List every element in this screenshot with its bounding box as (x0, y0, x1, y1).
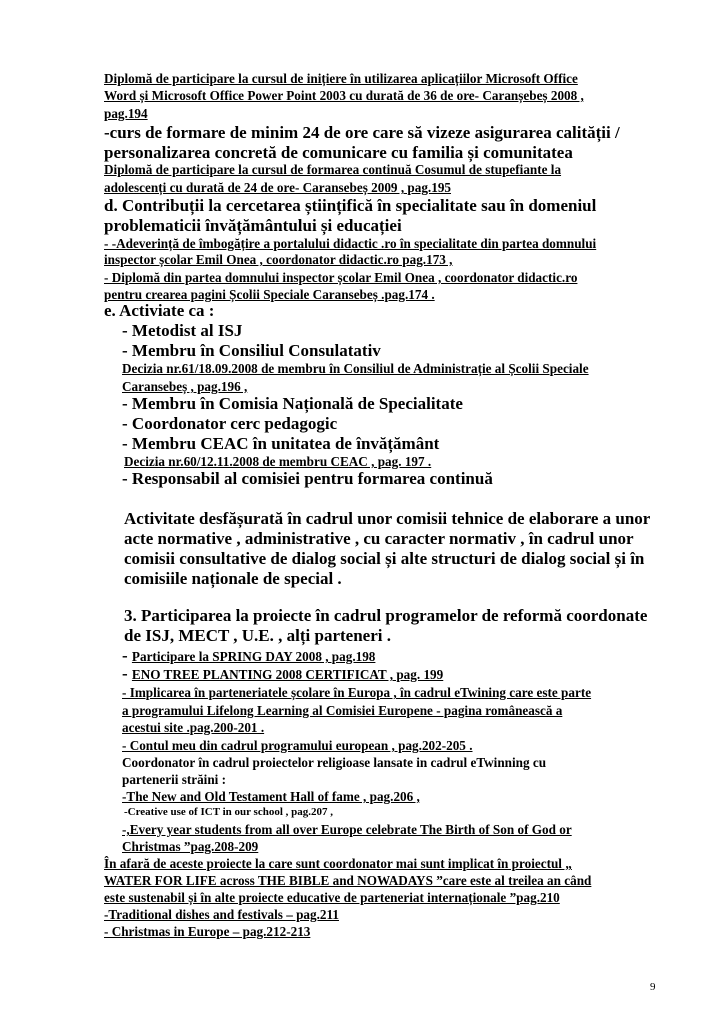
text-line: este sustenabil și în alte proiecte educative de parteneriat internaționale ”pag.210 (104, 890, 560, 905)
text-line: - (122, 646, 132, 665)
text-line: -Creative use of ICT in our school , pag.207 , (124, 806, 334, 818)
text-line: problematicii învățământului și educației (104, 216, 402, 235)
text-line: Word și Microsoft Office Power Point 2003 cu durată de 36 de ore- Caranșebeș 2008 , (104, 88, 584, 103)
list-item: - Responsabil al comisiei pentru formarea continuă (122, 469, 493, 488)
text-line: acte normative , administrative , cu caracter normativ , în cadrul unor (124, 529, 634, 548)
text-line: d. Contribuții la cercetarea științifică în specialitate sau în domeniul (104, 196, 597, 215)
text-line: comisiile naționale de special . (124, 569, 342, 588)
text-line: partenerii străini : (122, 772, 227, 787)
text-line: personalizarea concretă de comunicare cu familia și comunitatea (104, 143, 573, 162)
section-heading: e. Activiate ca : (104, 301, 215, 320)
text-line: comisii consultative de dialog social și alte structuri de dialog social și în (124, 549, 645, 568)
text-line: - Diplomă din partea domnului inspector școlar Emil Onea , coordonator didactic.ro (104, 270, 578, 285)
text-line: -The New and Old Testament Hall of fame , pag.206 , (122, 789, 420, 804)
list-item: - Membru în Comisia Națională de Specialitate (122, 394, 463, 413)
text-line: WATER FOR LIFE across THE BIBLE and NOWADAYS ”care este al treilea an când (104, 873, 592, 888)
text-line: Christmas ”pag.208-209 (122, 839, 259, 854)
text-line: 3. Participarea la proiecte în cadrul programelor de reformă coordonate (124, 606, 648, 625)
text-line: Participare la SPRING DAY 2008 , pag.198 (131, 649, 376, 664)
list-item (122, 664, 443, 684)
text-line: -curs de formare de minim 24 de ore care să vizeze asigurarea calității / (104, 123, 620, 142)
text-line: -Traditional dishes and festivals – pag.211 (104, 907, 339, 922)
text-line: - (122, 664, 132, 683)
list-item: - Membru în Consiliul Consulatativ (122, 341, 381, 360)
text-line: Decizia nr.61/18.09.2008 de membru în Consiliul de Administrație al Școlii Speciale (122, 361, 589, 376)
text-line: În afară de aceste proiecte la care sunt coordonator mai sunt implicat în proiectul „ (104, 856, 572, 871)
list-item: - Metodist al ISJ (122, 321, 243, 340)
text-line: pentru crearea pagini Școlii Speciale Caransebeș .pag.174 . (104, 287, 435, 302)
text-line: de ISJ, MECT , U.E. , alți parteneri . (124, 626, 391, 645)
text-line: a programului Lifelong Learning al Comisiei Europene - pagina românească a (122, 703, 563, 718)
text-line: acestui site .pag.200-201 . (122, 720, 265, 735)
text-line: Caransebeș , pag.196 , (122, 379, 248, 394)
text-line: - -Adeverință de îmbogățire a portalului didactic .ro în specialitate din partea domnului (104, 236, 597, 251)
text-line: Decizia nr.60/12.11.2008 de membru CEAC , pag. 197 . (124, 454, 432, 469)
text-line: Coordonator în cadrul proiectelor religioase lansate in cadrul eTwinning cu (122, 755, 547, 770)
list-item: - Coordonator cerc pedagogic (122, 414, 338, 433)
text-line: Diplomă de participare la cursul de formarea continuă Cosumul de stupefiante la (104, 162, 562, 177)
text-line: Diplomă de participare la cursul de inițiere în utilizarea aplicațiilor Microsoft Office (104, 71, 578, 86)
text-line: -,Every year students from all over Europe celebrate The Birth of Son of God or (122, 822, 572, 837)
text-line: inspector școlar Emil Onea , coordonator didactic.ro pag.173 , (104, 252, 453, 267)
text-line: adolescenți cu durată de 24 de ore- Caransebeș 2009 , pag.195 (104, 180, 452, 195)
text-line: - Contul meu din cadrul programului european , pag.202-205 . (122, 738, 473, 753)
page-number: 9 (650, 981, 656, 993)
text-line: ENO TREE PLANTING 2008 CERTIFICAT , pag. 199 (131, 667, 444, 682)
text-line: pag.194 (104, 106, 148, 121)
text-line: - Christmas in Europe – pag.212-213 (104, 924, 311, 939)
text-line: Activitate desfășurată în cadrul unor comisii tehnice de elaborare a unor (124, 509, 651, 528)
list-item: - Membru CEAC în unitatea de învățământ (122, 434, 440, 453)
text-line: - Implicarea în parteneriatele școlare în Europa , în cadrul eTwining care este parte (122, 685, 592, 700)
